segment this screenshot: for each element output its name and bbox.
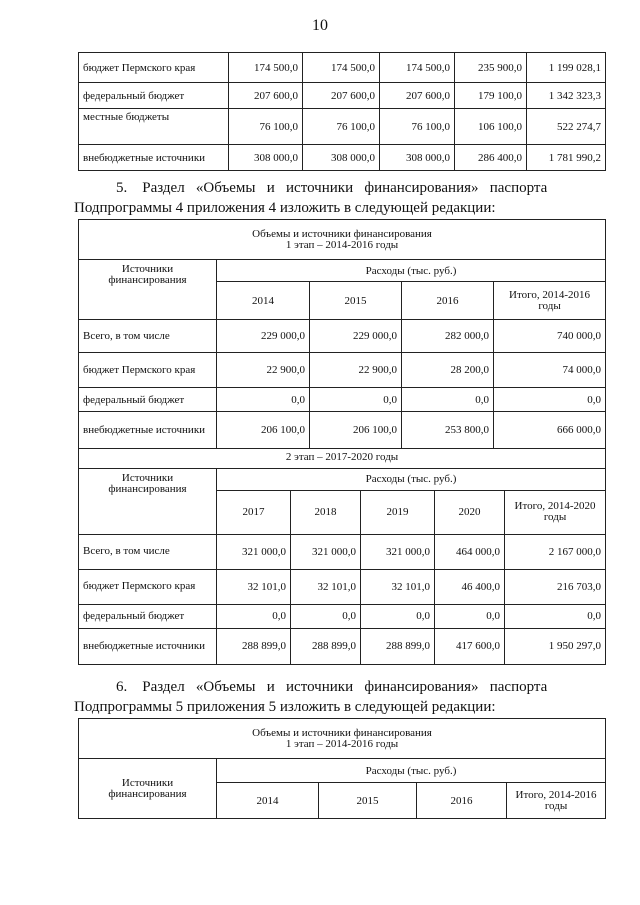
paragraph-5-line1: 5. Раздел «Объемы и источники финансирования» паспорта (116, 180, 548, 196)
value-cell: 216 703,0 (505, 569, 606, 604)
value-cell: 174 500,0 (229, 53, 303, 83)
header-row (79, 260, 606, 282)
value-cell: 174 500,0 (380, 53, 455, 83)
value-cell: 464 000,0 (435, 534, 505, 569)
value-cell: 206 100,0 (217, 412, 310, 449)
value-cell: 1 199 028,1 (527, 53, 606, 83)
value-cell: 0,0 (402, 388, 494, 412)
value-cell: 308 000,0 (303, 145, 380, 171)
paragraph-5-line2: Подпрограммы 4 приложения 4 изложить в следующей редакции: (74, 200, 496, 216)
row-label: внебюджетные источники (79, 628, 217, 664)
row-label: внебюджетные источники (79, 145, 229, 171)
row-label: федеральный бюджет (79, 604, 217, 628)
row-label: Всего, в том числе (79, 534, 217, 569)
year-header: 2015 (319, 783, 417, 819)
table-row (79, 412, 606, 449)
value-cell: 288 899,0 (217, 628, 291, 664)
value-cell: 174 500,0 (303, 53, 380, 83)
table-row (79, 569, 606, 604)
subprogram-5-table-stage1 (78, 718, 606, 819)
stage-title: 2 этап – 2017-2020 годы (79, 446, 606, 468)
header-row (79, 759, 606, 783)
value-cell: 522 274,7 (527, 109, 606, 145)
sources-header: Источники финансирования (79, 759, 217, 819)
year-header: 2014 (217, 783, 319, 819)
value-cell: 0,0 (217, 388, 310, 412)
year-header: 2019 (361, 490, 435, 534)
total-header: Итого, 2014-2016 годы (507, 783, 606, 819)
row-label: бюджет Пермского края (79, 569, 217, 604)
table-row (79, 534, 606, 569)
sources-header: Источники финансирования (79, 260, 217, 320)
value-cell: 32 101,0 (217, 569, 291, 604)
value-cell: 282 000,0 (402, 320, 494, 353)
value-cell: 2 167 000,0 (505, 534, 606, 569)
value-cell: 74 000,0 (494, 353, 606, 388)
value-cell: 207 600,0 (229, 83, 303, 109)
paragraph-5 (74, 178, 600, 218)
row-label: бюджет Пермского края (79, 353, 217, 388)
year-header: 2016 (402, 282, 494, 320)
year-header: 2016 (417, 783, 507, 819)
value-cell: 308 000,0 (380, 145, 455, 171)
table-row (79, 604, 606, 628)
value-cell: 308 000,0 (229, 145, 303, 171)
header-row (79, 468, 606, 490)
value-cell: 0,0 (435, 604, 505, 628)
value-cell: 0,0 (310, 388, 402, 412)
expenses-header: Расходы (тыс. руб.) (217, 468, 606, 490)
table-row (79, 145, 606, 171)
total-header: Итого, 2014-2020 годы (505, 490, 606, 534)
value-cell: 229 000,0 (217, 320, 310, 353)
value-cell: 179 100,0 (455, 83, 527, 109)
table-row (79, 628, 606, 664)
year-header: 2017 (217, 490, 291, 534)
value-cell: 288 899,0 (291, 628, 361, 664)
value-cell: 32 101,0 (361, 569, 435, 604)
value-cell: 22 900,0 (217, 353, 310, 388)
table-row (79, 109, 606, 145)
subprogram-4-table-stage1 (78, 219, 606, 449)
value-cell: 288 899,0 (361, 628, 435, 664)
row-label: местные бюджеты (79, 109, 229, 145)
value-cell: 666 000,0 (494, 412, 606, 449)
value-cell: 76 100,0 (229, 109, 303, 145)
table-row (79, 353, 606, 388)
value-cell: 28 200,0 (402, 353, 494, 388)
expenses-header: Расходы (тыс. руб.) (217, 260, 606, 282)
stage-title: 1 этап – 2014-2016 годы (285, 238, 399, 251)
table-title-row (79, 220, 606, 260)
total-header: Итого, 2014-2016 годы (494, 282, 606, 320)
row-label: федеральный бюджет (79, 83, 229, 109)
value-cell: 32 101,0 (291, 569, 361, 604)
year-header: 2014 (217, 282, 310, 320)
value-cell: 321 000,0 (217, 534, 291, 569)
paragraph-6 (74, 677, 600, 717)
row-label: бюджет Пермского края (79, 53, 229, 83)
value-cell: 740 000,0 (494, 320, 606, 353)
subprogram-4-table-stage2 (78, 446, 606, 665)
value-cell: 1 781 990,2 (527, 145, 606, 171)
value-cell: 207 600,0 (380, 83, 455, 109)
value-cell: 0,0 (494, 388, 606, 412)
value-cell: 0,0 (505, 604, 606, 628)
budget-summary-table (78, 52, 606, 171)
stage-title: 1 этап – 2014-2016 годы (285, 737, 399, 750)
paragraph-6-line1: 6. Раздел «Объемы и источники финансирования» паспорта (116, 679, 548, 695)
value-cell: 1 342 323,3 (527, 83, 606, 109)
value-cell: 207 600,0 (303, 83, 380, 109)
table-title-row (79, 719, 606, 759)
expenses-header: Расходы (тыс. руб.) (217, 759, 606, 783)
row-label: внебюджетные источники (79, 412, 217, 449)
year-header: 2020 (435, 490, 505, 534)
value-cell: 106 100,0 (455, 109, 527, 145)
sources-header: Источники финансирования (79, 468, 217, 534)
row-label: федеральный бюджет (79, 388, 217, 412)
year-header: 2018 (291, 490, 361, 534)
value-cell: 1 950 297,0 (505, 628, 606, 664)
paragraph-6-line2: Подпрограммы 5 приложения 5 изложить в следующей редакции: (74, 699, 496, 715)
value-cell: 0,0 (291, 604, 361, 628)
table-title: Объемы и источники финансирования (252, 726, 432, 739)
table-title: Объемы и источники финансирования (252, 227, 432, 240)
stage-title-row (79, 446, 606, 468)
table-row (79, 83, 606, 109)
year-header: 2015 (310, 282, 402, 320)
value-cell: 235 900,0 (455, 53, 527, 83)
row-label: Всего, в том числе (79, 320, 217, 353)
value-cell: 321 000,0 (291, 534, 361, 569)
value-cell: 76 100,0 (303, 109, 380, 145)
value-cell: 286 400,0 (455, 145, 527, 171)
value-cell: 229 000,0 (310, 320, 402, 353)
value-cell: 206 100,0 (310, 412, 402, 449)
value-cell: 417 600,0 (435, 628, 505, 664)
value-cell: 0,0 (361, 604, 435, 628)
page-number: 10 (312, 17, 328, 34)
value-cell: 22 900,0 (310, 353, 402, 388)
table-row (79, 53, 606, 83)
value-cell: 0,0 (217, 604, 291, 628)
value-cell: 253 800,0 (402, 412, 494, 449)
table-row (79, 388, 606, 412)
value-cell: 46 400,0 (435, 569, 505, 604)
table-row (79, 320, 606, 353)
value-cell: 321 000,0 (361, 534, 435, 569)
value-cell: 76 100,0 (380, 109, 455, 145)
